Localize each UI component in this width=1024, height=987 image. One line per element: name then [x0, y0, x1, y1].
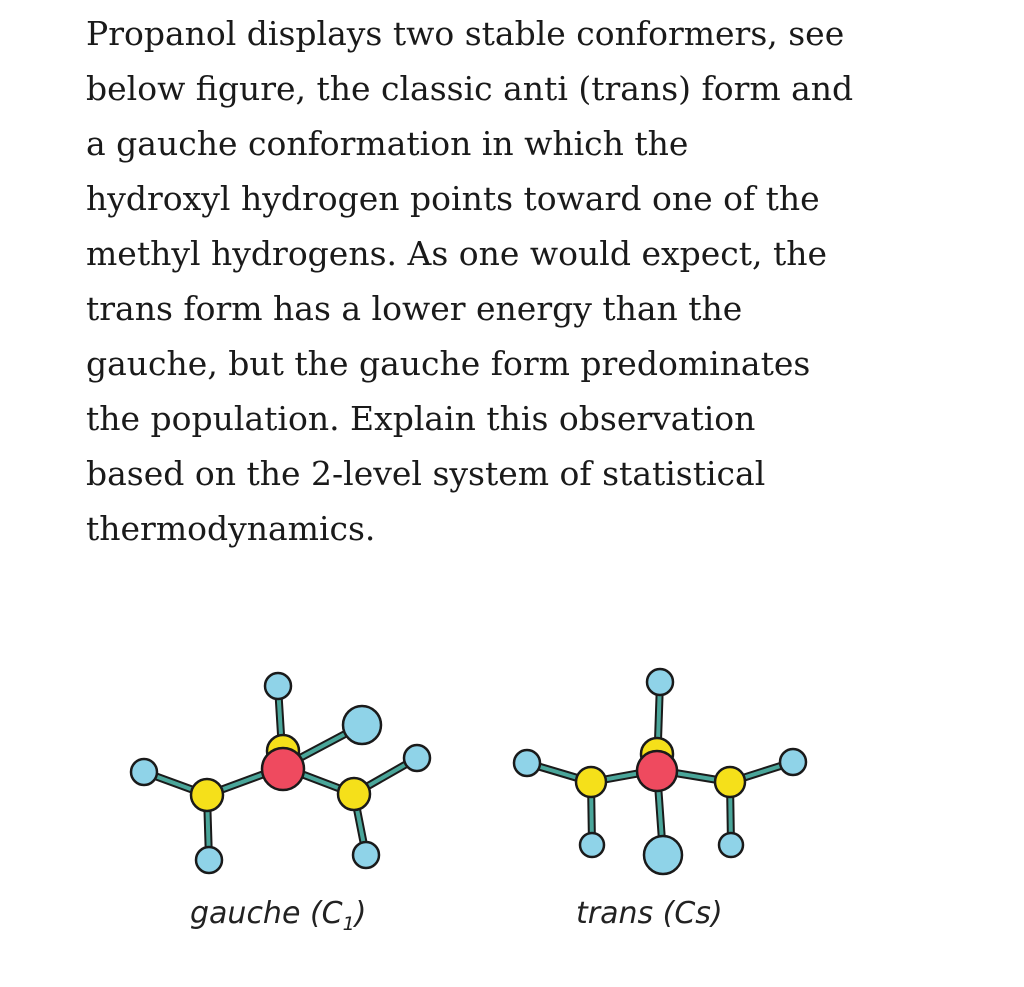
- gauche-hydroxyl-atom: [343, 706, 381, 744]
- trans-hydrogen-bottom-right: [719, 833, 743, 857]
- trans-oxygen: [637, 751, 677, 791]
- gauche-hydrogen-bottom-right: [353, 842, 379, 868]
- gauche-caption-close: ): [354, 896, 367, 931]
- question-line-10: thermodynamics.: [86, 509, 376, 548]
- trans-hydrogen-top: [647, 669, 673, 695]
- gauche-caption-prefix: gauche: [190, 896, 301, 931]
- question-line-4: hydroxyl hydrogen points toward one of the: [86, 179, 820, 218]
- trans-molecule: [514, 669, 806, 874]
- gauche-caption-symbol: C: [321, 896, 343, 931]
- gauche-hydrogen-bottom-left: [196, 847, 222, 873]
- gauche-hydrogen-top: [265, 673, 291, 699]
- question-line-2: below figure, the classic anti (trans) form and: [86, 69, 854, 108]
- trans-hydrogen-bottom-left: [580, 833, 604, 857]
- trans-hydroxyl-atom: [644, 836, 682, 874]
- conformer-figure: [0, 640, 1024, 960]
- trans-carbon-left: [576, 767, 606, 797]
- trans-hydrogen-right: [780, 749, 806, 775]
- question-line-8: the population. Explain this observation: [86, 399, 756, 438]
- trans-caption: trans (Cs): [576, 896, 723, 931]
- question-text: [86, 6, 926, 556]
- gauche-molecule: [131, 673, 430, 873]
- question-line-3: a gauche conformation in which the: [86, 124, 689, 163]
- question-line-7: gauche, but the gauche form predominates: [86, 344, 811, 383]
- question-line-5: methyl hydrogens. As one would expect, the: [86, 234, 828, 273]
- gauche-caption-subscript: 1: [342, 913, 355, 935]
- question-line-1: Propanol displays two stable conformers, see: [86, 14, 845, 53]
- gauche-caption: [190, 896, 366, 935]
- question-line-9: based on the 2-level system of statistical: [86, 454, 766, 493]
- trans-hydrogen-left: [514, 750, 540, 776]
- gauche-carbon-right: [338, 778, 370, 810]
- gauche-hydrogen-left: [131, 759, 157, 785]
- gauche-oxygen: [262, 748, 304, 790]
- gauche-carbon-left: [191, 779, 223, 811]
- conformer-diagram: [0, 640, 1024, 960]
- trans-carbon-right: [715, 767, 745, 797]
- gauche-caption-open: (: [309, 896, 322, 931]
- gauche-hydrogen-right: [404, 745, 430, 771]
- question-line-6: trans form has a lower energy than the: [86, 289, 743, 328]
